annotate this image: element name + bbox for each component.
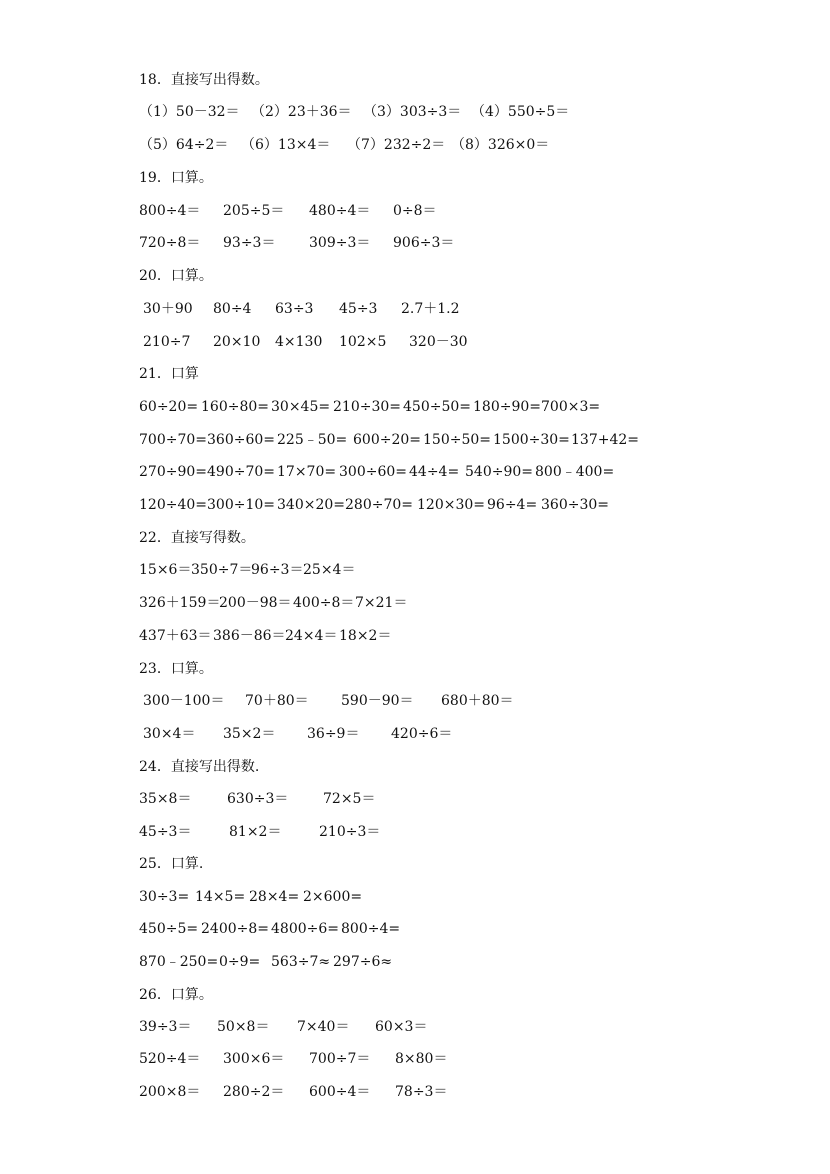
exercise-item: 7×40＝ xyxy=(297,1019,350,1035)
exercise-item: 450÷50= xyxy=(403,399,471,415)
exercise-item: 96÷3＝ xyxy=(251,562,304,578)
exercise-item: 270÷90= xyxy=(139,464,207,480)
exercise-item: 180÷90= xyxy=(473,399,541,415)
exercise-item: 870﹣250= xyxy=(139,954,219,970)
exercise-item: 39÷3＝ xyxy=(139,1019,192,1035)
exercise-item: 200－98＝ xyxy=(219,595,292,611)
section-heading: 18．直接写出得数。 xyxy=(139,72,269,88)
exercise-item: 540÷90= xyxy=(465,464,533,480)
exercise-item: （2）23＋36＝ xyxy=(251,104,352,120)
exercise-item: 200×8＝ xyxy=(139,1084,201,1100)
section-heading: 24．直接写出得数. xyxy=(139,759,260,775)
exercise-item: 30＋90 xyxy=(143,301,193,317)
section-heading: 21．口算 xyxy=(139,366,199,382)
exercise-item: 160÷80= xyxy=(201,399,269,415)
exercise-item: 2×600= xyxy=(303,889,363,905)
exercise-item: 590－90＝ xyxy=(341,693,414,709)
exercise-item: 700÷7＝ xyxy=(309,1051,371,1067)
section-heading: 20．口算。 xyxy=(139,268,213,284)
exercise-item: 120×30= xyxy=(417,497,485,513)
exercise-item: 30÷3= xyxy=(139,889,190,905)
exercise-item: （8）326×0＝ xyxy=(451,137,550,153)
exercise-item: 350÷7＝ xyxy=(191,562,253,578)
exercise-item: （7）232÷2＝ xyxy=(347,137,446,153)
exercise-item: 1500÷30= xyxy=(493,432,570,448)
exercise-item: 0÷8＝ xyxy=(393,203,437,219)
exercise-item: 25×4＝ xyxy=(303,562,356,578)
exercise-item: 8×80＝ xyxy=(395,1051,448,1067)
exercise-item: 210÷30= xyxy=(333,399,401,415)
exercise-item: （6）13×4＝ xyxy=(241,137,331,153)
exercise-item: 630÷3＝ xyxy=(227,791,289,807)
exercise-item: （5）64÷2＝ xyxy=(139,137,229,153)
exercise-item: 280÷70= xyxy=(345,497,413,513)
exercise-item: 480÷4＝ xyxy=(309,203,371,219)
exercise-item: 360÷30= xyxy=(541,497,609,513)
exercise-item: 600÷4＝ xyxy=(309,1084,371,1100)
exercise-item: 63÷3 xyxy=(275,301,314,317)
exercise-item: 45÷3 xyxy=(339,301,378,317)
section-heading: 22．直接写得数。 xyxy=(139,530,255,546)
exercise-item: 300×6＝ xyxy=(223,1051,285,1067)
exercise-item: 490÷70= xyxy=(207,464,275,480)
exercise-item: 20×10 xyxy=(213,334,261,350)
exercise-item: 326＋159＝ xyxy=(139,595,221,611)
section-heading: 19．口算。 xyxy=(139,170,213,186)
exercise-item: 320－30 xyxy=(409,334,468,350)
exercise-item: 0÷9= xyxy=(219,954,261,970)
exercise-item: 800÷4＝ xyxy=(139,203,201,219)
section-heading: 25．口算. xyxy=(139,856,204,872)
section-heading: 26．口算。 xyxy=(139,987,213,1003)
exercise-item: 28×4= xyxy=(249,889,300,905)
exercise-item: 7×21＝ xyxy=(355,595,408,611)
exercise-item: 420÷6＝ xyxy=(391,726,453,742)
exercise-item: 800÷4= xyxy=(341,921,401,937)
exercise-item: 102×5 xyxy=(339,334,387,350)
exercise-item: 700÷70= xyxy=(139,432,207,448)
exercise-item: 35×8＝ xyxy=(139,791,192,807)
exercise-item: 2.7＋1.2 xyxy=(401,301,460,317)
exercise-item: 36÷9＝ xyxy=(307,726,360,742)
exercise-item: 600÷20= xyxy=(353,432,421,448)
exercise-item: 400÷8＝ xyxy=(293,595,355,611)
exercise-item: 297÷6≈ xyxy=(333,954,393,970)
exercise-item: 800﹣400= xyxy=(535,464,615,480)
section-heading: 23．口算。 xyxy=(139,661,213,677)
exercise-item: 81×2＝ xyxy=(229,824,282,840)
exercise-item: 70＋80＝ xyxy=(245,693,309,709)
exercise-item: 4×130 xyxy=(275,334,323,350)
exercise-item: 563÷7≈ xyxy=(271,954,331,970)
exercise-item: 906÷3＝ xyxy=(393,235,455,251)
exercise-item: 300－100＝ xyxy=(143,693,225,709)
exercise-item: 72×5＝ xyxy=(323,791,376,807)
exercise-item: 50×8＝ xyxy=(217,1019,270,1035)
exercise-item: 300÷60= xyxy=(339,464,407,480)
exercise-item: 225﹣50= xyxy=(277,432,348,448)
exercise-item: 120÷40= xyxy=(139,497,207,513)
exercise-item: 2400÷8= xyxy=(201,921,269,937)
exercise-item: 137+42= xyxy=(571,432,639,448)
exercise-item: 80÷4 xyxy=(213,301,252,317)
exercise-item: 24×4＝ xyxy=(285,628,338,644)
exercise-item: 340×20= xyxy=(277,497,345,513)
exercise-item: 360÷60= xyxy=(207,432,275,448)
exercise-item: 45÷3＝ xyxy=(139,824,192,840)
exercise-item: 78÷3＝ xyxy=(395,1084,448,1100)
exercise-item: 700×3= xyxy=(541,399,601,415)
exercise-item: 44÷4= xyxy=(409,464,460,480)
exercise-item: 14×5= xyxy=(195,889,246,905)
exercise-item: 30×45= xyxy=(271,399,331,415)
exercise-item: 300÷10= xyxy=(207,497,275,513)
exercise-item: 210÷3＝ xyxy=(319,824,381,840)
exercise-item: 280÷2＝ xyxy=(223,1084,285,1100)
exercise-item: 450÷5= xyxy=(139,921,199,937)
exercise-item: 680＋80＝ xyxy=(441,693,514,709)
exercise-item: 520÷4＝ xyxy=(139,1051,201,1067)
exercise-item: 4800÷6= xyxy=(271,921,339,937)
exercise-item: 150÷50= xyxy=(423,432,491,448)
exercise-item: 720÷8＝ xyxy=(139,235,201,251)
exercise-item: 96÷4= xyxy=(487,497,538,513)
exercise-item: 205÷5＝ xyxy=(223,203,285,219)
exercise-item: 60×3＝ xyxy=(375,1019,428,1035)
exercise-item: 35×2＝ xyxy=(223,726,276,742)
exercise-item: 309÷3＝ xyxy=(309,235,371,251)
exercise-item: （1）50－32＝ xyxy=(139,104,240,120)
exercise-item: 15×6＝ xyxy=(139,562,192,578)
exercise-item: 386－86＝ xyxy=(213,628,286,644)
exercise-item: （3）303÷3＝ xyxy=(363,104,462,120)
exercise-item: 18×2＝ xyxy=(339,628,392,644)
exercise-item: 210÷7 xyxy=(143,334,191,350)
exercise-item: （4）550÷5＝ xyxy=(471,104,570,120)
exercise-item: 93÷3＝ xyxy=(223,235,276,251)
exercise-item: 17×70= xyxy=(277,464,337,480)
exercise-item: 60÷20= xyxy=(139,399,199,415)
exercise-item: 437＋63＝ xyxy=(139,628,212,644)
exercise-item: 30×4＝ xyxy=(143,726,196,742)
